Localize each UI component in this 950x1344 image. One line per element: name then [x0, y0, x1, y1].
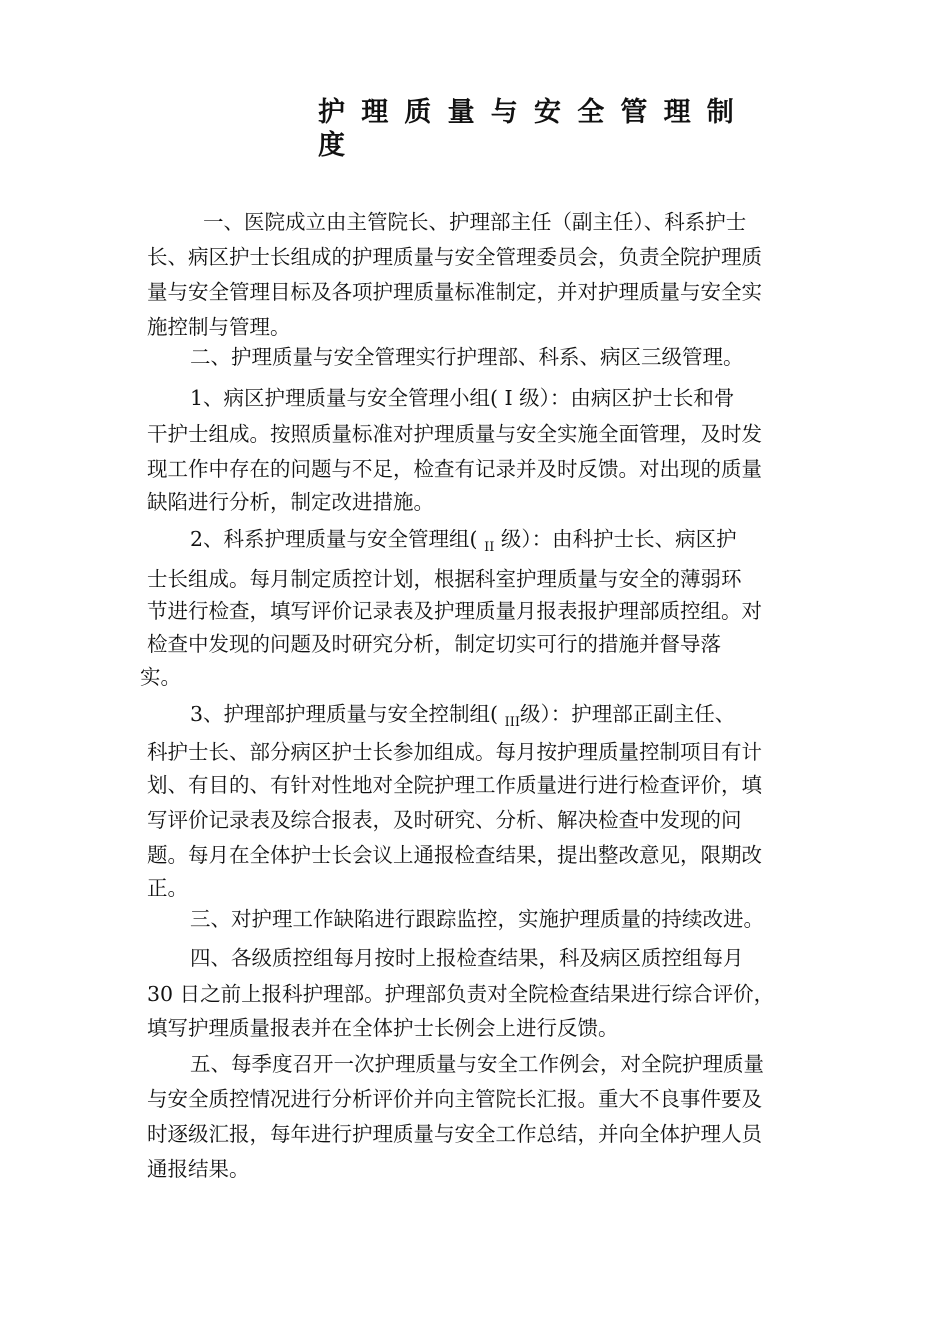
paragraph-5-text: 3、护理部护理质量与安全控制组(: [190, 702, 499, 726]
paragraph-8-line: 时逐级汇报，每年进行护理质量与安全工作总结，并向全体护理人员: [147, 1122, 762, 1146]
paragraph-4-text: 级）：由科护士长、病区护: [500, 527, 737, 551]
paragraph-7-line: 四、各级质控组每月按时上报检查结果，科及病区质控组每月: [190, 946, 744, 970]
level-ii-marker: II: [484, 540, 495, 555]
paragraph-3-line: 干护士组成。按照质量标准对护理质量与安全实施全面管理，及时发: [147, 422, 762, 446]
paragraph-4-text: 2、科系护理质量与安全管理组(: [190, 527, 478, 551]
paragraph-7-line: 30 日之前上报科护理部。护理部负责对全院检查结果进行综合评价，: [147, 982, 775, 1006]
paragraph-5-line: 写评价记录表及综合报表，及时研究、分析、解决检查中发现的问: [147, 808, 742, 832]
paragraph-8-line: 通报结果。: [147, 1157, 250, 1181]
paragraph-6-line: 三、对护理工作缺陷进行跟踪监控，实施护理质量的持续改进。: [190, 907, 764, 931]
document-title-continued: 度: [318, 130, 362, 161]
paragraph-8-line: 五、每季度召开一次护理质量与安全工作例会，对全院护理质量: [190, 1052, 764, 1076]
paragraph-3-line: 现工作中存在的问题与不足，检查有记录并及时反馈。对出现的质量: [147, 457, 762, 481]
paragraph-4-line: 节进行检查，填写评价记录表及护理质量月报表报护理部质控组。对: [147, 599, 762, 623]
paragraph-8-line: 与安全质控情况进行分析评价并向主管院长汇报。重大不良事件要及: [147, 1087, 762, 1111]
paragraph-5-line: 划、有目的、有针对性地对全院护理工作质量进行进行检查评价，填: [147, 773, 762, 797]
paragraph-4-line: [190, 525, 737, 562]
paragraph-1-line: 施控制与管理。: [147, 315, 291, 339]
paragraph-2-line: 二、护理质量与安全管理实行护理部、科系、病区三级管理。: [190, 345, 744, 369]
paragraph-4-line: 实。: [140, 665, 181, 689]
paragraph-4-line: 士长组成。每月制定质控计划，根据科室护理质量与安全的薄弱环: [147, 567, 742, 591]
paragraph-7-line: 填写护理质量报表并在全体护士长例会上进行反馈。: [147, 1016, 619, 1040]
paragraph-4-line: 检查中发现的问题及时研究分析，制定切实可行的措施并督导落: [147, 632, 721, 656]
paragraph-1-line: 一、医院成立由主管院长、护理部主任（副主任）、科系护士: [203, 210, 747, 234]
paragraph-5-text: 级）：护理部正副主任、: [519, 702, 736, 726]
paragraph-5-line: 正。: [147, 876, 188, 900]
paragraph-3-line: 缺陷进行分析，制定改进措施。: [147, 490, 434, 514]
paragraph-5-line: 科护士长、部分病区护士长参加组成。每月按护理质量控制项目有计: [147, 740, 762, 764]
paragraph-5-line: 题。每月在全体护士长会议上通报检查结果，提出整改意见，限期改: [147, 843, 762, 867]
paragraph-3-line: 1、病区护理质量与安全管理小组( Ⅰ 级）：由病区护士长和骨: [190, 386, 735, 410]
paragraph-1-line: 长、病区护士长组成的护理质量与安全管理委员会，负责全院护理质: [147, 245, 762, 269]
paragraph-1-line: 量与安全管理目标及各项护理质量标准制定，并对护理质量与安全实: [147, 280, 762, 304]
document-title: 护理质量与安全管理制: [318, 97, 750, 128]
level-iii-marker: III: [504, 715, 520, 730]
paragraph-5-line: [190, 700, 735, 737]
